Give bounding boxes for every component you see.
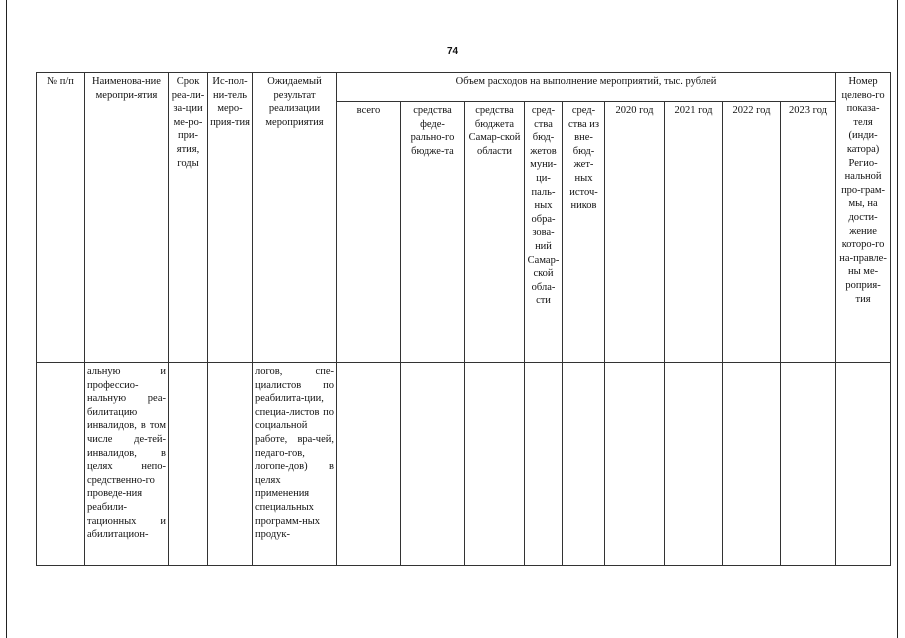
header-year-2023: 2023 год <box>781 102 836 363</box>
header-expected-result: Ожидаемый результат реализации мероприятия <box>253 73 337 363</box>
header-indicator-number: Номер целево-го показа-теля (инди-катора) Регио-нальной про-грам-мы, на дости-жение которо-го на-правле-ны ме-роприя-тия <box>836 73 891 363</box>
scan-edge-right <box>897 0 898 638</box>
cell-federal <box>401 363 465 566</box>
header-num: № п/п <box>37 73 85 363</box>
cell-2022 <box>723 363 781 566</box>
header-offbudget-funds: сред-ства из вне-бюд-жет-ных источ-ников <box>563 102 605 363</box>
cell-num <box>37 363 85 566</box>
header-municipal-budget: сред-ства бюд-жетов муни-ци-паль-ных обра-зова-ний Самар-ской обла-сти <box>525 102 563 363</box>
table-row <box>37 363 891 566</box>
header-year-2022: 2022 год <box>723 102 781 363</box>
cell-2021 <box>665 363 723 566</box>
cell-2023 <box>781 363 836 566</box>
header-regional-budget: средства бюджета Самар-ской области <box>465 102 525 363</box>
cell-expected-result: логов, спе-циалистов по реабилита-ции, специа-листов по социальной работе, вра-чей, педаго-гов, логопе-дов) в целях применения специальных программ-ных продук- <box>253 363 337 566</box>
scan-edge-left <box>6 0 7 638</box>
header-expenditure-volume: Объем расходов на выполнение мероприятий, тыс. рублей <box>337 73 836 102</box>
header-total: всего <box>337 102 401 363</box>
cell-term <box>169 363 208 566</box>
header-year-2021: 2021 год <box>665 102 723 363</box>
cell-total <box>337 363 401 566</box>
header-executor: Ис-пол-ни-тель меро-прия-тия <box>208 73 253 363</box>
header-row-top <box>37 73 891 102</box>
cell-executor <box>208 363 253 566</box>
cell-2020 <box>605 363 665 566</box>
cell-regional <box>465 363 525 566</box>
header-year-2020: 2020 год <box>605 102 665 363</box>
header-federal-budget: средства феде-рально-го бюдже-та <box>401 102 465 363</box>
activities-table <box>36 72 891 566</box>
header-name: Наименова-ние меропри-ятия <box>85 73 169 363</box>
cell-indicator <box>836 363 891 566</box>
page-number: 74 <box>446 46 459 57</box>
cell-offbudget <box>563 363 605 566</box>
header-term: Срок реа-ли-за-ции ме-ро-при-ятия, годы <box>169 73 208 363</box>
cell-activity-name: альную и профессио-нальную реа-билитацию инвалидов, в том числе де-тей-инвалидов, в целях непо-средственно-го проведе-ния реабили-тационных и абилитацион- <box>85 363 169 566</box>
cell-municipal <box>525 363 563 566</box>
